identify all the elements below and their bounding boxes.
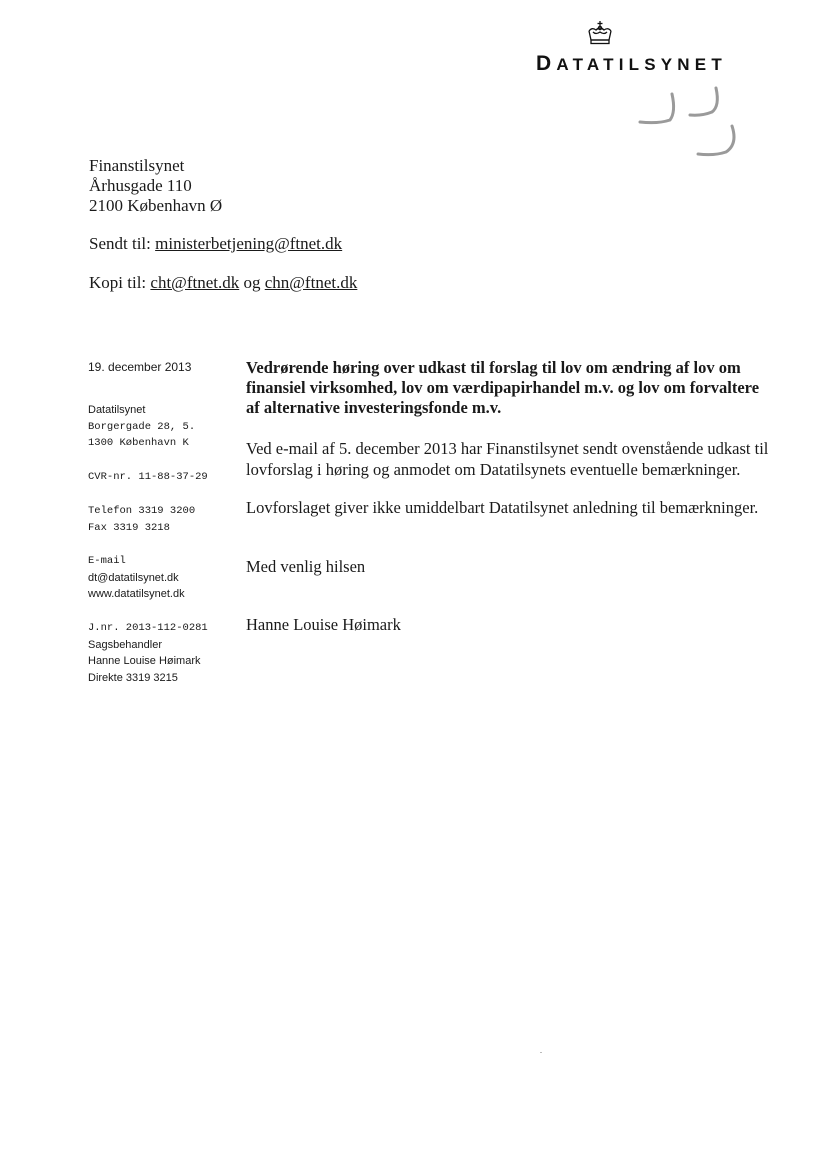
letter-signature: Hanne Louise Høimark bbox=[246, 615, 401, 634]
letter-paragraph-2: Lovforslaget giver ikke umiddelbart Datatilsynet anledning til bemærkninger. bbox=[246, 498, 759, 517]
letter-closing: Med venlig hilsen bbox=[246, 557, 366, 576]
sender-cvr-block bbox=[88, 469, 228, 486]
copy-to-label: Kopi til: bbox=[89, 273, 151, 292]
sender-phone: Telefon 3319 3200 bbox=[88, 505, 196, 517]
case-info-block bbox=[88, 620, 228, 686]
sender-city: 1300 København K bbox=[88, 437, 189, 449]
letter-subject: Vedrørende høring over udkast til forslag til lov om ændring af lov om finansiel virksomhed, lov om værdipapirhandel m.v. og lov om forvaltere af alternative investeringsfonde m.v. bbox=[246, 358, 760, 417]
letter-date: 19. december 2013 bbox=[88, 360, 192, 374]
sender-phone-block bbox=[88, 503, 228, 536]
sender-contact-block bbox=[88, 553, 228, 603]
sent-to-label: Sendt til: bbox=[89, 234, 156, 253]
copy-email-link-1[interactable]: cht@ftnet.dk bbox=[150, 273, 240, 292]
scan-speck bbox=[540, 1052, 542, 1053]
crown-icon bbox=[584, 20, 616, 46]
sender-cvr: CVR-nr. 11-88-37-29 bbox=[88, 471, 208, 483]
recipient-address bbox=[89, 156, 222, 216]
recipient-city: 2100 København Ø bbox=[89, 196, 223, 215]
sender-email-link[interactable]: dt@datatilsynet.dk bbox=[88, 571, 179, 584]
letter-paragraph-1: Ved e-mail af 5. december 2013 har Finanstilsynet sendt ovenstående udkast til lovforslag i høring og anmodet om Datatilsynets eventuelle bemærkninger. bbox=[246, 439, 769, 479]
copy-email-link-2[interactable]: chn@ftnet.dk bbox=[264, 273, 358, 292]
handler-direct-phone: Direkte 3319 3215 bbox=[88, 671, 178, 684]
sent-to-line bbox=[89, 234, 342, 254]
sender-street: Borgergade 28, 5. bbox=[88, 420, 196, 433]
handler-label: Sagsbehandler bbox=[88, 638, 163, 651]
sender-email-label: E-mail bbox=[88, 555, 126, 567]
org-logo-text: DATATILSYNET bbox=[536, 52, 727, 75]
recipient-street: Århusgade 110 bbox=[89, 176, 192, 195]
case-number: J.nr. 2013-112-0281 bbox=[88, 622, 208, 634]
handwritten-mark bbox=[632, 82, 750, 162]
copy-separator: og bbox=[239, 273, 265, 292]
sender-fax: Fax 3319 3218 bbox=[88, 521, 170, 534]
sent-to-email-link[interactable]: ministerbetjening@ftnet.dk bbox=[155, 234, 343, 253]
handler-name: Hanne Louise Høimark bbox=[88, 655, 201, 667]
copy-to-line bbox=[89, 273, 357, 293]
sender-website-link[interactable]: www.datatilsynet.dk bbox=[88, 588, 185, 600]
sender-org-name: Datatilsynet bbox=[88, 404, 146, 416]
sender-address bbox=[88, 402, 228, 452]
recipient-name: Finanstilsynet bbox=[89, 156, 185, 175]
